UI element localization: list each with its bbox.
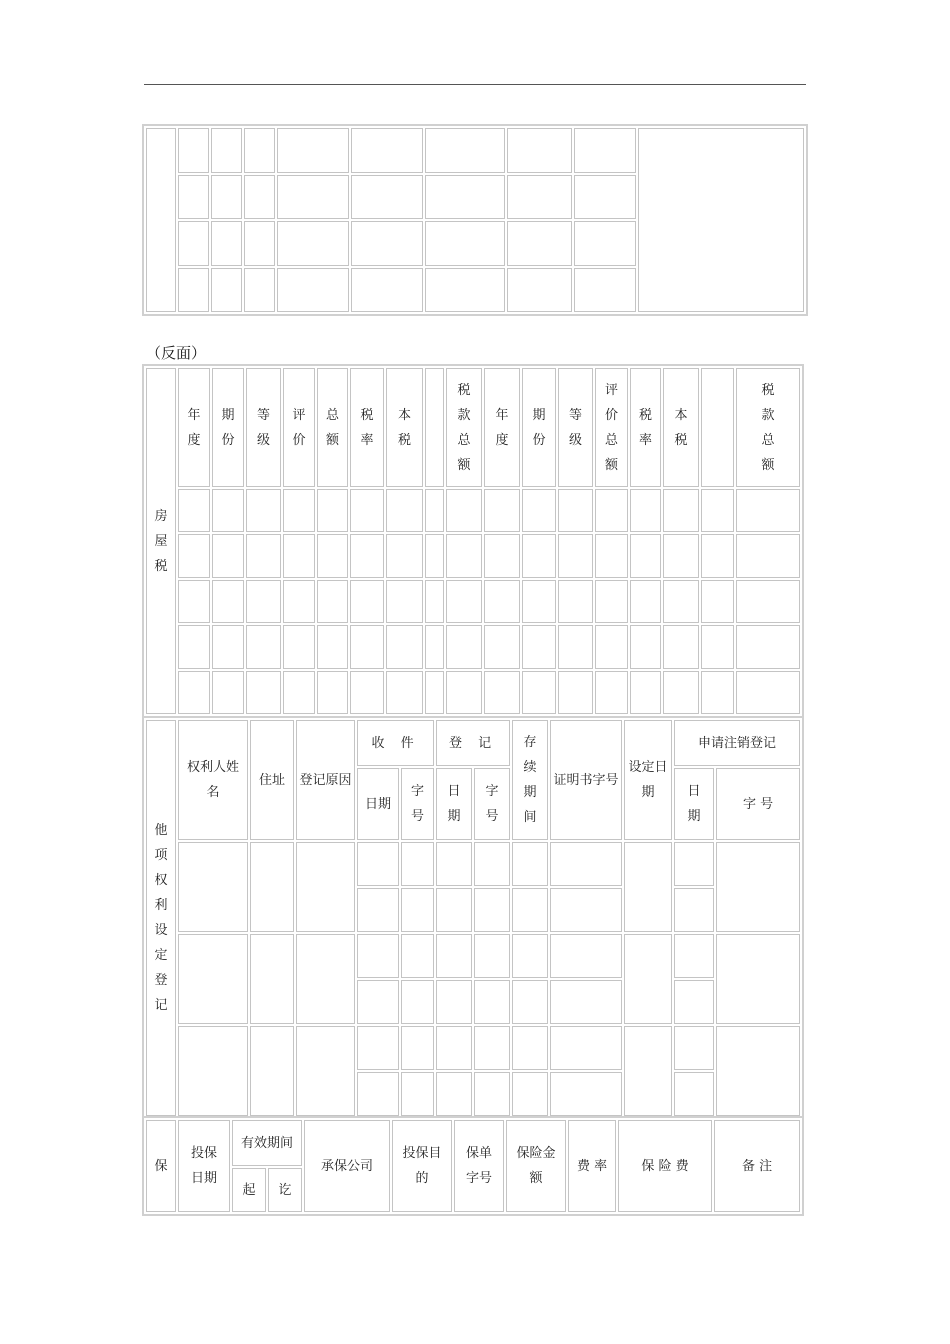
blank-cell: [246, 671, 281, 714]
blank-cell: [574, 268, 636, 313]
column-header: 税款总额: [736, 368, 800, 487]
blank-cell: [474, 934, 510, 978]
blank-cell: [550, 1026, 622, 1070]
blank-cell: [401, 1026, 434, 1070]
blank-cell: [317, 625, 348, 668]
blank-cell: [425, 580, 444, 623]
table-row: [146, 842, 800, 886]
blank-cell: [277, 175, 349, 220]
blank-cell: [386, 489, 423, 532]
blank-cell: [512, 1072, 548, 1116]
blank-cell: [701, 671, 734, 714]
blank-cell: [401, 934, 434, 978]
header-receipt-date: 日期: [357, 768, 399, 840]
blank-cell: [386, 534, 423, 577]
address-cell: [250, 842, 294, 932]
reason-cell: [296, 842, 355, 932]
blank-cell: [425, 489, 444, 532]
blank-cell: [357, 934, 399, 978]
column-header: 等级: [558, 368, 593, 487]
header-setup-date: 设定日期: [624, 720, 672, 840]
column-header: 税款总额: [446, 368, 482, 487]
header-register: 登 记: [436, 720, 510, 766]
blank-cell: [436, 888, 472, 932]
encumbrance-row-label: 他项权利设定登记: [146, 720, 176, 1116]
column-header: 年度: [178, 368, 210, 487]
blank-cell: [436, 934, 472, 978]
table-row: [146, 934, 800, 978]
blank-cell: [425, 268, 505, 313]
blank-cell: [507, 221, 572, 266]
blank-cell: [317, 489, 348, 532]
header-certificate-no: 证明书字号: [550, 720, 622, 840]
blank-cell: [283, 580, 315, 623]
header-cancel: 申请注销登记: [674, 720, 800, 766]
address-cell: [250, 934, 294, 1024]
blank-cell: [386, 580, 423, 623]
blank-cell: [317, 534, 348, 577]
blank-cell: [630, 489, 661, 532]
column-header: [425, 368, 444, 487]
blank-cell: [425, 175, 505, 220]
cancel-no-cell: [716, 934, 800, 1024]
holder-cell: [178, 934, 248, 1024]
table-row: [146, 625, 800, 668]
setup-date-cell: [624, 1026, 672, 1116]
blank-cell: [401, 980, 434, 1024]
header-rate: 费 率: [568, 1120, 616, 1212]
blank-cell: [277, 221, 349, 266]
header-cancel-no: 字 号: [716, 768, 800, 840]
blank-cell: [246, 534, 281, 577]
header-from: 起: [232, 1168, 266, 1212]
blank-cell: [425, 221, 505, 266]
blank-cell: [446, 489, 482, 532]
column-header: 本税: [663, 368, 699, 487]
blank-cell: [178, 175, 209, 220]
blank-cell: [211, 221, 242, 266]
header-remark: 备 注: [714, 1120, 800, 1212]
blank-cell: [425, 534, 444, 577]
blank-cell: [558, 671, 593, 714]
header-valid-period: 有效期间: [232, 1120, 302, 1166]
blank-cell: [386, 671, 423, 714]
blank-cell: [386, 625, 423, 668]
blank-cell: [522, 534, 556, 577]
column-header: 评价总额: [595, 368, 628, 487]
blank-cell: [283, 489, 315, 532]
blank-cell: [507, 175, 572, 220]
left-strip-cell: [146, 128, 176, 312]
blank-cell: [212, 534, 244, 577]
blank-cell: [595, 534, 628, 577]
blank-cell: [178, 128, 209, 173]
blank-cell: [178, 534, 210, 577]
column-header: 税率: [350, 368, 384, 487]
blank-cell: [558, 580, 593, 623]
blank-cell: [357, 842, 399, 886]
blank-cell: [736, 625, 800, 668]
header-purpose: 投保目的: [392, 1120, 452, 1212]
blank-cell: [246, 580, 281, 623]
cancel-no-cell: [716, 1026, 800, 1116]
blank-cell: [701, 580, 734, 623]
blank-cell: [357, 980, 399, 1024]
blank-cell: [484, 489, 520, 532]
blank-cell: [474, 888, 510, 932]
blank-cell: [244, 128, 275, 173]
blank-cell: [595, 671, 628, 714]
blank-cell: [512, 888, 548, 932]
blank-cell: [211, 128, 242, 173]
blank-cell: [401, 1072, 434, 1116]
blank-cell: [574, 175, 636, 220]
blank-cell: [178, 221, 209, 266]
column-header: 本税: [386, 368, 423, 487]
setup-date-cell: [624, 934, 672, 1024]
blank-cell: [701, 625, 734, 668]
header-amount: 保险金额: [506, 1120, 566, 1212]
setup-date-cell: [624, 842, 672, 932]
blank-cell: [736, 489, 800, 532]
blank-cell: [574, 128, 636, 173]
blank-cell: [507, 128, 572, 173]
blank-cell: [736, 671, 800, 714]
blank-cell: [630, 671, 661, 714]
section-title: （反面）: [146, 344, 207, 362]
blank-cell: [211, 175, 242, 220]
blank-cell: [484, 534, 520, 577]
blank-cell: [484, 625, 520, 668]
blank-cell: [436, 1072, 472, 1116]
blank-cell: [630, 580, 661, 623]
blank-cell: [474, 980, 510, 1024]
blank-cell: [246, 489, 281, 532]
blank-cell: [244, 175, 275, 220]
blank-cell: [522, 625, 556, 668]
insurance-row-label: 保: [146, 1120, 176, 1212]
blank-cell: [350, 489, 384, 532]
blank-cell: [357, 888, 399, 932]
blank-cell: [425, 671, 444, 714]
column-header: 期份: [522, 368, 556, 487]
header-receipt: 收 件: [357, 720, 434, 766]
blank-cell: [351, 128, 423, 173]
blank-cell: [401, 888, 434, 932]
blank-cell: [351, 175, 423, 220]
blank-cell: [446, 671, 482, 714]
reason-cell: [296, 1026, 355, 1116]
header-premium: 保 险 费: [618, 1120, 712, 1212]
blank-cell: [350, 625, 384, 668]
blank-cell: [211, 268, 242, 313]
blank-cell: [436, 980, 472, 1024]
header-receipt-no: 字号: [401, 768, 434, 840]
column-header: 总额: [317, 368, 348, 487]
blank-cell: [550, 1072, 622, 1116]
blank-cell: [663, 625, 699, 668]
blank-cell: [317, 671, 348, 714]
blank-cell: [283, 625, 315, 668]
blank-cell: [522, 671, 556, 714]
header-reason: 登记原因: [296, 720, 355, 840]
table-row: [146, 671, 800, 714]
blank-cell: [474, 1072, 510, 1116]
cancel-no-cell: [716, 842, 800, 932]
blank-cell: [674, 888, 714, 932]
blank-cell: [277, 268, 349, 313]
blank-cell: [674, 842, 714, 886]
blank-cell: [212, 580, 244, 623]
blank-cell: [351, 221, 423, 266]
address-cell: [250, 1026, 294, 1116]
blank-cell: [277, 128, 349, 173]
blank-cell: [244, 221, 275, 266]
blank-cell: [484, 671, 520, 714]
blank-cell: [357, 1026, 399, 1070]
blank-cell: [736, 580, 800, 623]
blank-cell: [595, 625, 628, 668]
blank-cell: [474, 842, 510, 886]
header-cancel-date: 日期: [674, 768, 714, 840]
column-header: 等级: [246, 368, 281, 487]
blank-cell: [663, 671, 699, 714]
blank-cell: [512, 842, 548, 886]
reason-cell: [296, 934, 355, 1024]
notes-cell: [638, 128, 804, 312]
header-register-no: 字号: [474, 768, 510, 840]
blank-cell: [630, 625, 661, 668]
header-holder-name: 权利人姓名: [178, 720, 248, 840]
blank-cell: [446, 625, 482, 668]
blank-cell: [212, 489, 244, 532]
blank-cell: [558, 489, 593, 532]
table-row: [146, 580, 800, 623]
blank-cell: [512, 980, 548, 1024]
blank-cell: [595, 580, 628, 623]
blank-cell: [595, 489, 628, 532]
blank-cell: [550, 934, 622, 978]
blank-cell: [512, 934, 548, 978]
table-header-row: [146, 368, 800, 487]
blank-cell: [663, 489, 699, 532]
blank-cell: [522, 580, 556, 623]
blank-cell: [212, 671, 244, 714]
holder-cell: [178, 842, 248, 932]
insurance-table: [142, 1116, 804, 1216]
blank-cell: [630, 534, 661, 577]
blank-cell: [425, 128, 505, 173]
blank-cell: [401, 842, 434, 886]
blank-cell: [558, 625, 593, 668]
blank-cell: [512, 1026, 548, 1070]
holder-cell: [178, 1026, 248, 1116]
column-header: 年度: [484, 368, 520, 487]
blank-cell: [663, 580, 699, 623]
column-header: 期份: [212, 368, 244, 487]
blank-cell: [550, 842, 622, 886]
blank-cell: [558, 534, 593, 577]
table-row: [146, 128, 804, 173]
blank-cell: [436, 842, 472, 886]
house-tax-row-label: 房屋税: [146, 368, 176, 714]
blank-cell: [436, 1026, 472, 1070]
table-row: [146, 489, 800, 532]
header-duration: 存续期间: [512, 720, 548, 840]
header-rule: [144, 84, 806, 85]
blank-cell: [446, 534, 482, 577]
blank-cell: [178, 580, 210, 623]
blank-cell: [178, 268, 209, 313]
blank-cell: [574, 221, 636, 266]
blank-cell: [246, 625, 281, 668]
header-policy-no: 保单字号: [454, 1120, 504, 1212]
encumbrance-table: [142, 716, 804, 1120]
blank-cell: [522, 489, 556, 532]
blank-cell: [350, 534, 384, 577]
blank-cell: [736, 534, 800, 577]
blank-cell: [350, 671, 384, 714]
blank-cell: [357, 1072, 399, 1116]
blank-cell: [178, 489, 210, 532]
header-address: 住址: [250, 720, 294, 840]
blank-cell: [507, 268, 572, 313]
column-header: [701, 368, 734, 487]
header-insure-date: 投保日期: [178, 1120, 230, 1212]
blank-cell: [178, 671, 210, 714]
blank-cell: [244, 268, 275, 313]
blank-cell: [674, 980, 714, 1024]
front-continuation-table: [142, 124, 808, 316]
blank-cell: [674, 934, 714, 978]
blank-cell: [701, 534, 734, 577]
blank-cell: [674, 1072, 714, 1116]
blank-cell: [212, 625, 244, 668]
blank-cell: [283, 534, 315, 577]
blank-cell: [663, 534, 699, 577]
blank-cell: [550, 980, 622, 1024]
blank-cell: [446, 580, 482, 623]
blank-cell: [350, 580, 384, 623]
header-company: 承保公司: [304, 1120, 390, 1212]
blank-cell: [317, 580, 348, 623]
table-row: [146, 534, 800, 577]
blank-cell: [484, 580, 520, 623]
column-header: 税率: [630, 368, 661, 487]
table-row: [146, 1026, 800, 1070]
header-register-date: 日期: [436, 768, 472, 840]
blank-cell: [550, 888, 622, 932]
blank-cell: [474, 1026, 510, 1070]
blank-cell: [701, 489, 734, 532]
column-header: 评价: [283, 368, 315, 487]
blank-cell: [178, 625, 210, 668]
blank-cell: [674, 1026, 714, 1070]
header-to: 讫: [268, 1168, 302, 1212]
blank-cell: [351, 268, 423, 313]
blank-cell: [425, 625, 444, 668]
blank-cell: [283, 671, 315, 714]
house-tax-table: [142, 364, 804, 718]
